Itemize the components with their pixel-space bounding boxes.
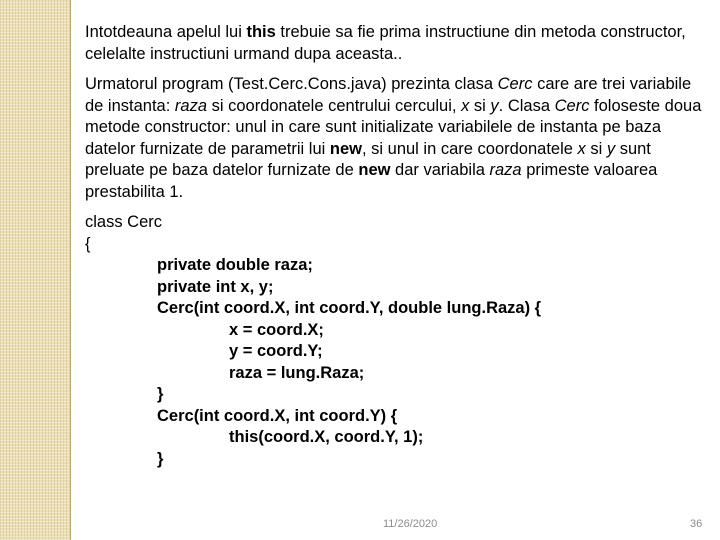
text: si: [585, 139, 607, 158]
italic-term: raza: [174, 96, 208, 115]
keyword-new: new: [329, 139, 362, 158]
code-listing: [85, 212, 710, 470]
code-line: x = coord.X;: [229, 320, 324, 339]
text: Urmatorul program (Test.Cerc.Cons.java) prezinta clasa: [85, 75, 498, 93]
code-line: class Cerc: [85, 213, 163, 231]
code-line: this(coord.X, coord.Y, 1);: [229, 428, 424, 446]
text: Intotdeauna apelul lui: [85, 23, 247, 41]
text: care are trei variabile de instanta:: [85, 75, 692, 115]
text: si: [469, 96, 491, 115]
keyword-new: new: [358, 161, 391, 179]
keyword-this: this: [246, 23, 276, 41]
text: trebuie sa fie prima instructiune din metoda constructor, celelalte instructiuni urmand dupa aceasta..: [85, 23, 686, 63]
slide-content: [85, 22, 710, 470]
code-line: Cerc(int coord.X, int coord.Y, double lung.Raza) {: [157, 299, 542, 317]
decorative-side-band: [0, 0, 71, 540]
page-number: 36: [690, 518, 703, 530]
text: dar variabila: [390, 161, 490, 179]
italic-term: Cerc: [554, 96, 590, 115]
code-line: private double raza;: [157, 256, 313, 274]
code-line: }: [157, 385, 164, 403]
code-line: Cerc(int coord.X, int coord.Y) {: [157, 406, 398, 425]
text: , si unul in care coordonatele: [361, 139, 578, 158]
italic-term: raza: [489, 161, 522, 179]
italic-term: y: [606, 139, 616, 158]
text: foloseste doua metode constructor: unul in care sunt initializate variabilele de instanta pe baza datelor furnizate de parametrii lui: [85, 96, 702, 158]
italic-term: y: [490, 96, 499, 115]
code-line: private int x, y;: [157, 277, 274, 296]
italic-term: x: [461, 96, 470, 115]
paragraph-this-rule: [85, 22, 710, 65]
italic-term: x: [577, 139, 586, 158]
text: . Clasa: [498, 96, 555, 115]
italic-term: Cerc: [497, 75, 533, 93]
code-line: y = coord.Y;: [229, 342, 323, 360]
code-line: {: [85, 234, 91, 253]
text: sunt preluate pe baza datelor furnizate de: [85, 139, 651, 179]
code-line: raza = lung.Raza;: [229, 363, 365, 382]
code-line: }: [157, 449, 164, 468]
footer-date: 11/26/2020: [383, 518, 438, 530]
paragraph-program-description: [85, 74, 710, 203]
text: primeste valoarea prestabilita 1.: [85, 161, 658, 201]
text: si coordonatele centrului cercului,: [207, 96, 462, 115]
